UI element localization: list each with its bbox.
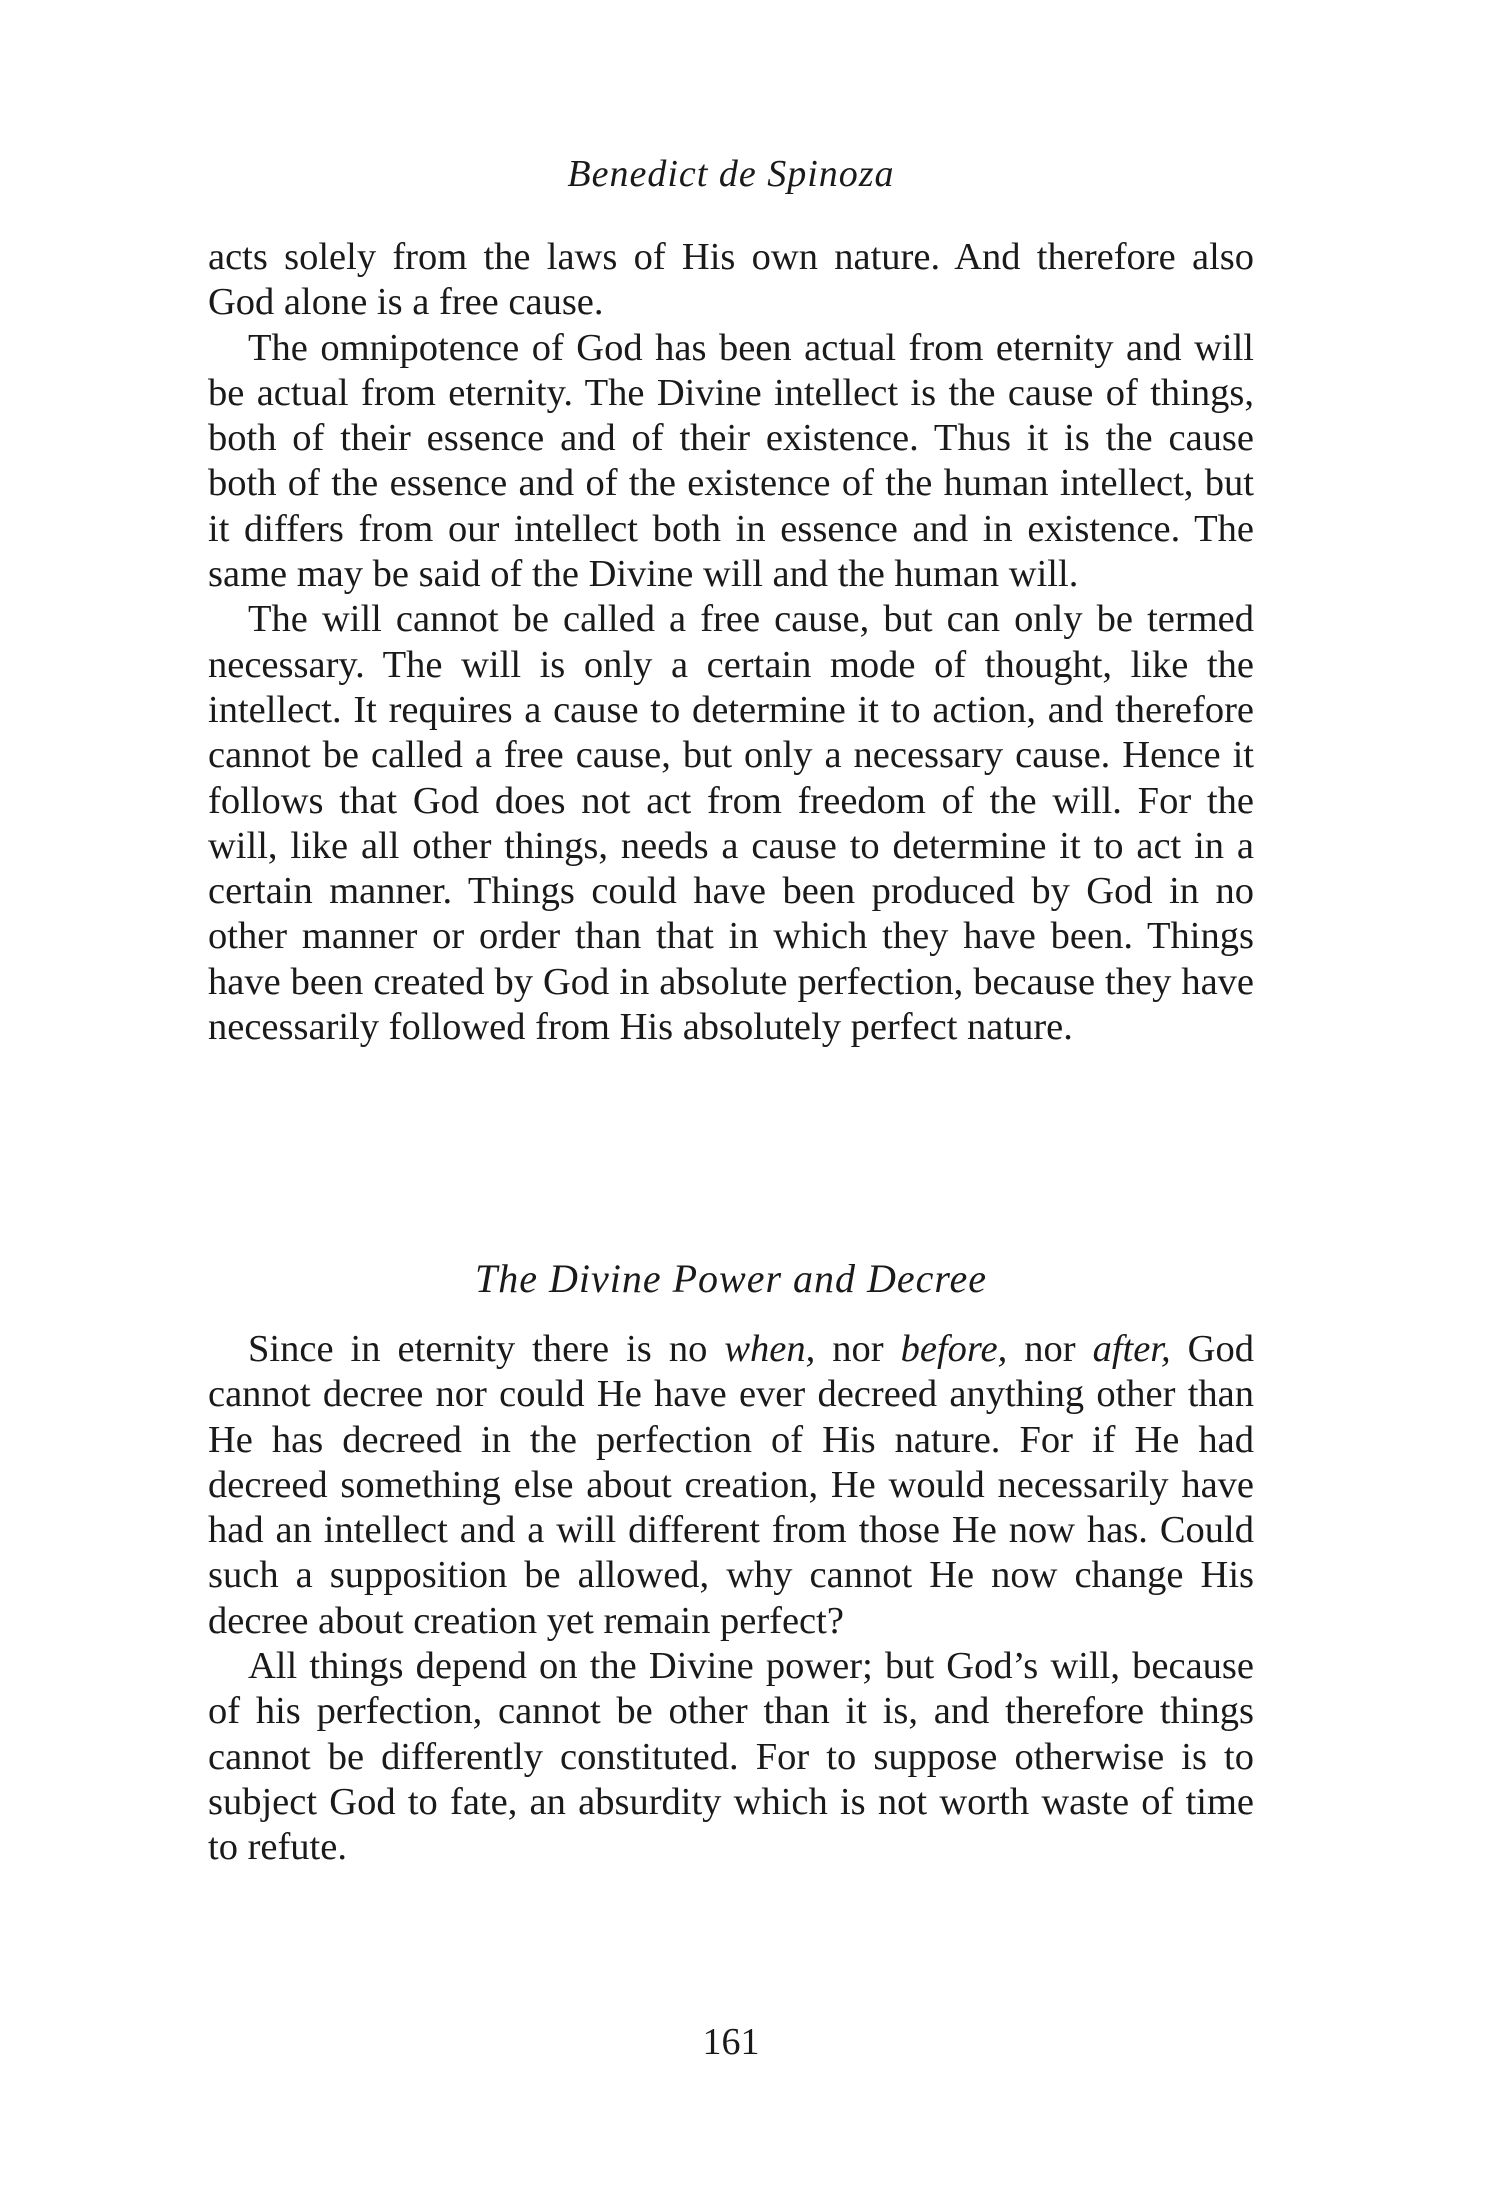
text-run: nor [815, 1328, 901, 1370]
paragraph-eternity [208, 1327, 1254, 1644]
text-run: God cannot decree nor could He have ever decreed anything other than He has decreed in the perfection of His nature. For if He had decreed something else about creation, He would necessarily have had an intellect and a will different from those He now has. Could such a supposition be allowed, why cannot He now change His decree about creation yet remain perfect? [208, 1328, 1254, 1642]
section-heading: The Divine Power and Decree [474, 1256, 988, 1301]
text-run: nor [1007, 1328, 1093, 1370]
running-head: Benedict de Spinoza [567, 153, 895, 195]
paragraph-will: The will cannot be called a free cause, but can only be termed necessary. The will is only a certain mode of thought, like the intellect. It requires a cause to determine it to action, and therefore cannot be called a free cause, but only a necessary cause. Hence it follows that God does not act from freedom of the will. For the will, like all other things, needs a cause to determine it to act in a certain manner. Things could have been produced by God in no other manner or order than that in which they have been. Things have been created by God in absolute perfection, because they have necessarily followed from His absolutely perfect nature. [208, 598, 1254, 1049]
italic-before: before, [900, 1328, 1008, 1370]
italic-when: when, [724, 1328, 816, 1370]
paragraph-continuation: acts solely from the laws of His own nature. And therefore also God alone is a free cause. [208, 236, 1254, 324]
text-run: Since in eternity there is no [248, 1328, 725, 1370]
section-2-text [208, 1327, 1254, 1871]
paragraph-divine-power: All things depend on the Divine power; but God’s will, because of his perfection, cannot be other than it is, and therefore things cannot be differently constituted. For to suppose otherwise is to subject God to fate, an absurdity which is not worth waste of time to refute. [208, 1645, 1254, 1869]
section-1-text [208, 235, 1254, 1050]
italic-after: after, [1092, 1328, 1171, 1370]
page-number: 161 [702, 2021, 760, 2063]
paragraph-omnipotence: The omnipotence of God has been actual from eternity and will be actual from eternity. The Divine intellect is the cause of things, both of their essence and of their existence. Thus it is the cause both of the essence and of the existence of the human intellect, but it differs from our intellect both in essence and in existence. The same may be said of the Divine will and the human will. [208, 326, 1254, 596]
